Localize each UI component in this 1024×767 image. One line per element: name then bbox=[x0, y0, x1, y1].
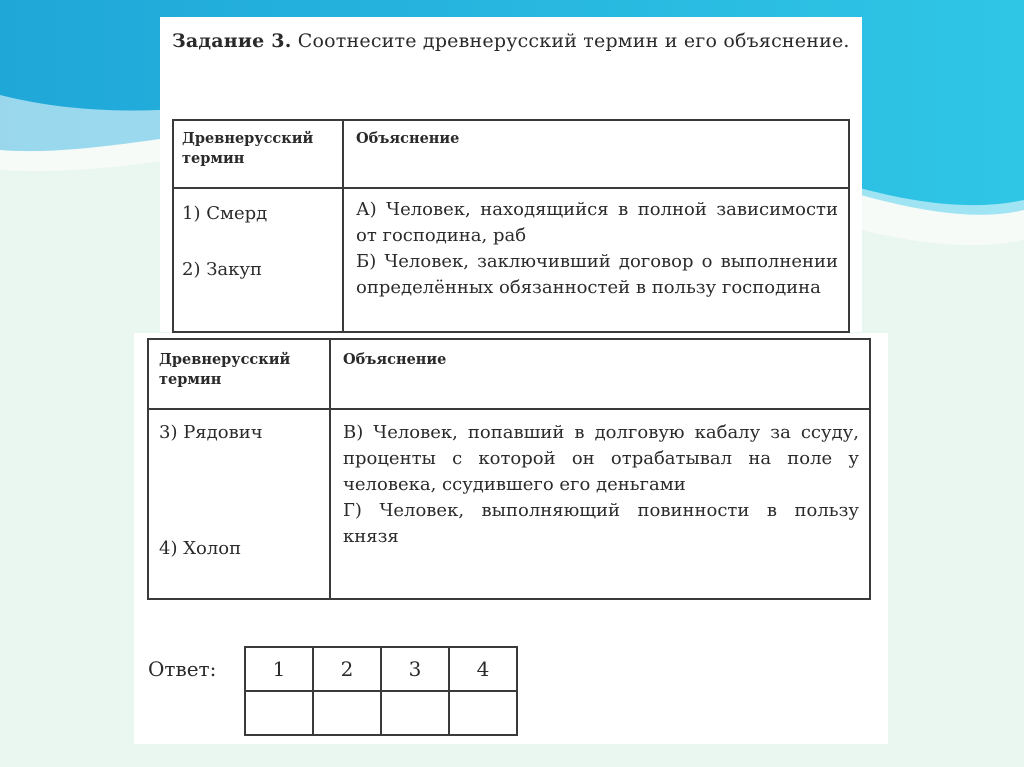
header-explanation: Объяснение bbox=[343, 120, 849, 188]
task-text: Соотнесите древнерусский термин и его объяснение. bbox=[297, 30, 850, 52]
term-4: 4) Холоп bbox=[159, 538, 242, 559]
table-row bbox=[173, 188, 849, 332]
answer-cell-3[interactable] bbox=[381, 691, 449, 735]
answer-cell-1[interactable] bbox=[245, 691, 313, 735]
terms-column bbox=[148, 409, 330, 599]
header-term: Древнерусский термин bbox=[173, 120, 343, 188]
task-title bbox=[172, 27, 852, 56]
table-row bbox=[148, 409, 870, 599]
answer-grid bbox=[244, 646, 518, 736]
term-3: 3) Рядович bbox=[159, 422, 263, 443]
explanations-column bbox=[330, 409, 870, 599]
table-header-row bbox=[173, 120, 849, 188]
explanation-b: Б) Человек, заключивший договор о выполнении определённых обязанностей в пользу господина bbox=[356, 251, 838, 298]
explanation-a: А) Человек, находящийся в полной зависимости от господина, раб bbox=[356, 199, 838, 246]
answer-cell-2[interactable] bbox=[313, 691, 381, 735]
task-number: Задание 3. bbox=[172, 30, 292, 52]
explanation-v: В) Человек, попавший в долговую кабалу за ссуду, проценты с которой он отрабатывал на поле у человека, ссудившего его деньгами bbox=[343, 422, 859, 495]
explanation-g: Г) Человек, выполняющий повинности в пользу князя bbox=[343, 500, 859, 547]
terms-column bbox=[173, 188, 343, 332]
table-header-row bbox=[148, 339, 870, 409]
terms-table-1 bbox=[172, 119, 850, 333]
answer-col-4: 4 bbox=[449, 647, 517, 691]
term-1: 1) Смерд bbox=[182, 203, 268, 224]
answer-col-3: 3 bbox=[381, 647, 449, 691]
answer-col-1: 1 bbox=[245, 647, 313, 691]
term-2: 2) Закуп bbox=[182, 259, 262, 280]
terms-table-2 bbox=[147, 338, 871, 600]
answer-col-2: 2 bbox=[313, 647, 381, 691]
header-explanation: Объяснение bbox=[330, 339, 870, 409]
answer-header-row bbox=[245, 647, 517, 691]
answer-input-row bbox=[245, 691, 517, 735]
explanations-column bbox=[343, 188, 849, 332]
header-term: Древнерусский термин bbox=[148, 339, 330, 409]
answer-label: Ответ: bbox=[148, 657, 217, 681]
answer-cell-4[interactable] bbox=[449, 691, 517, 735]
